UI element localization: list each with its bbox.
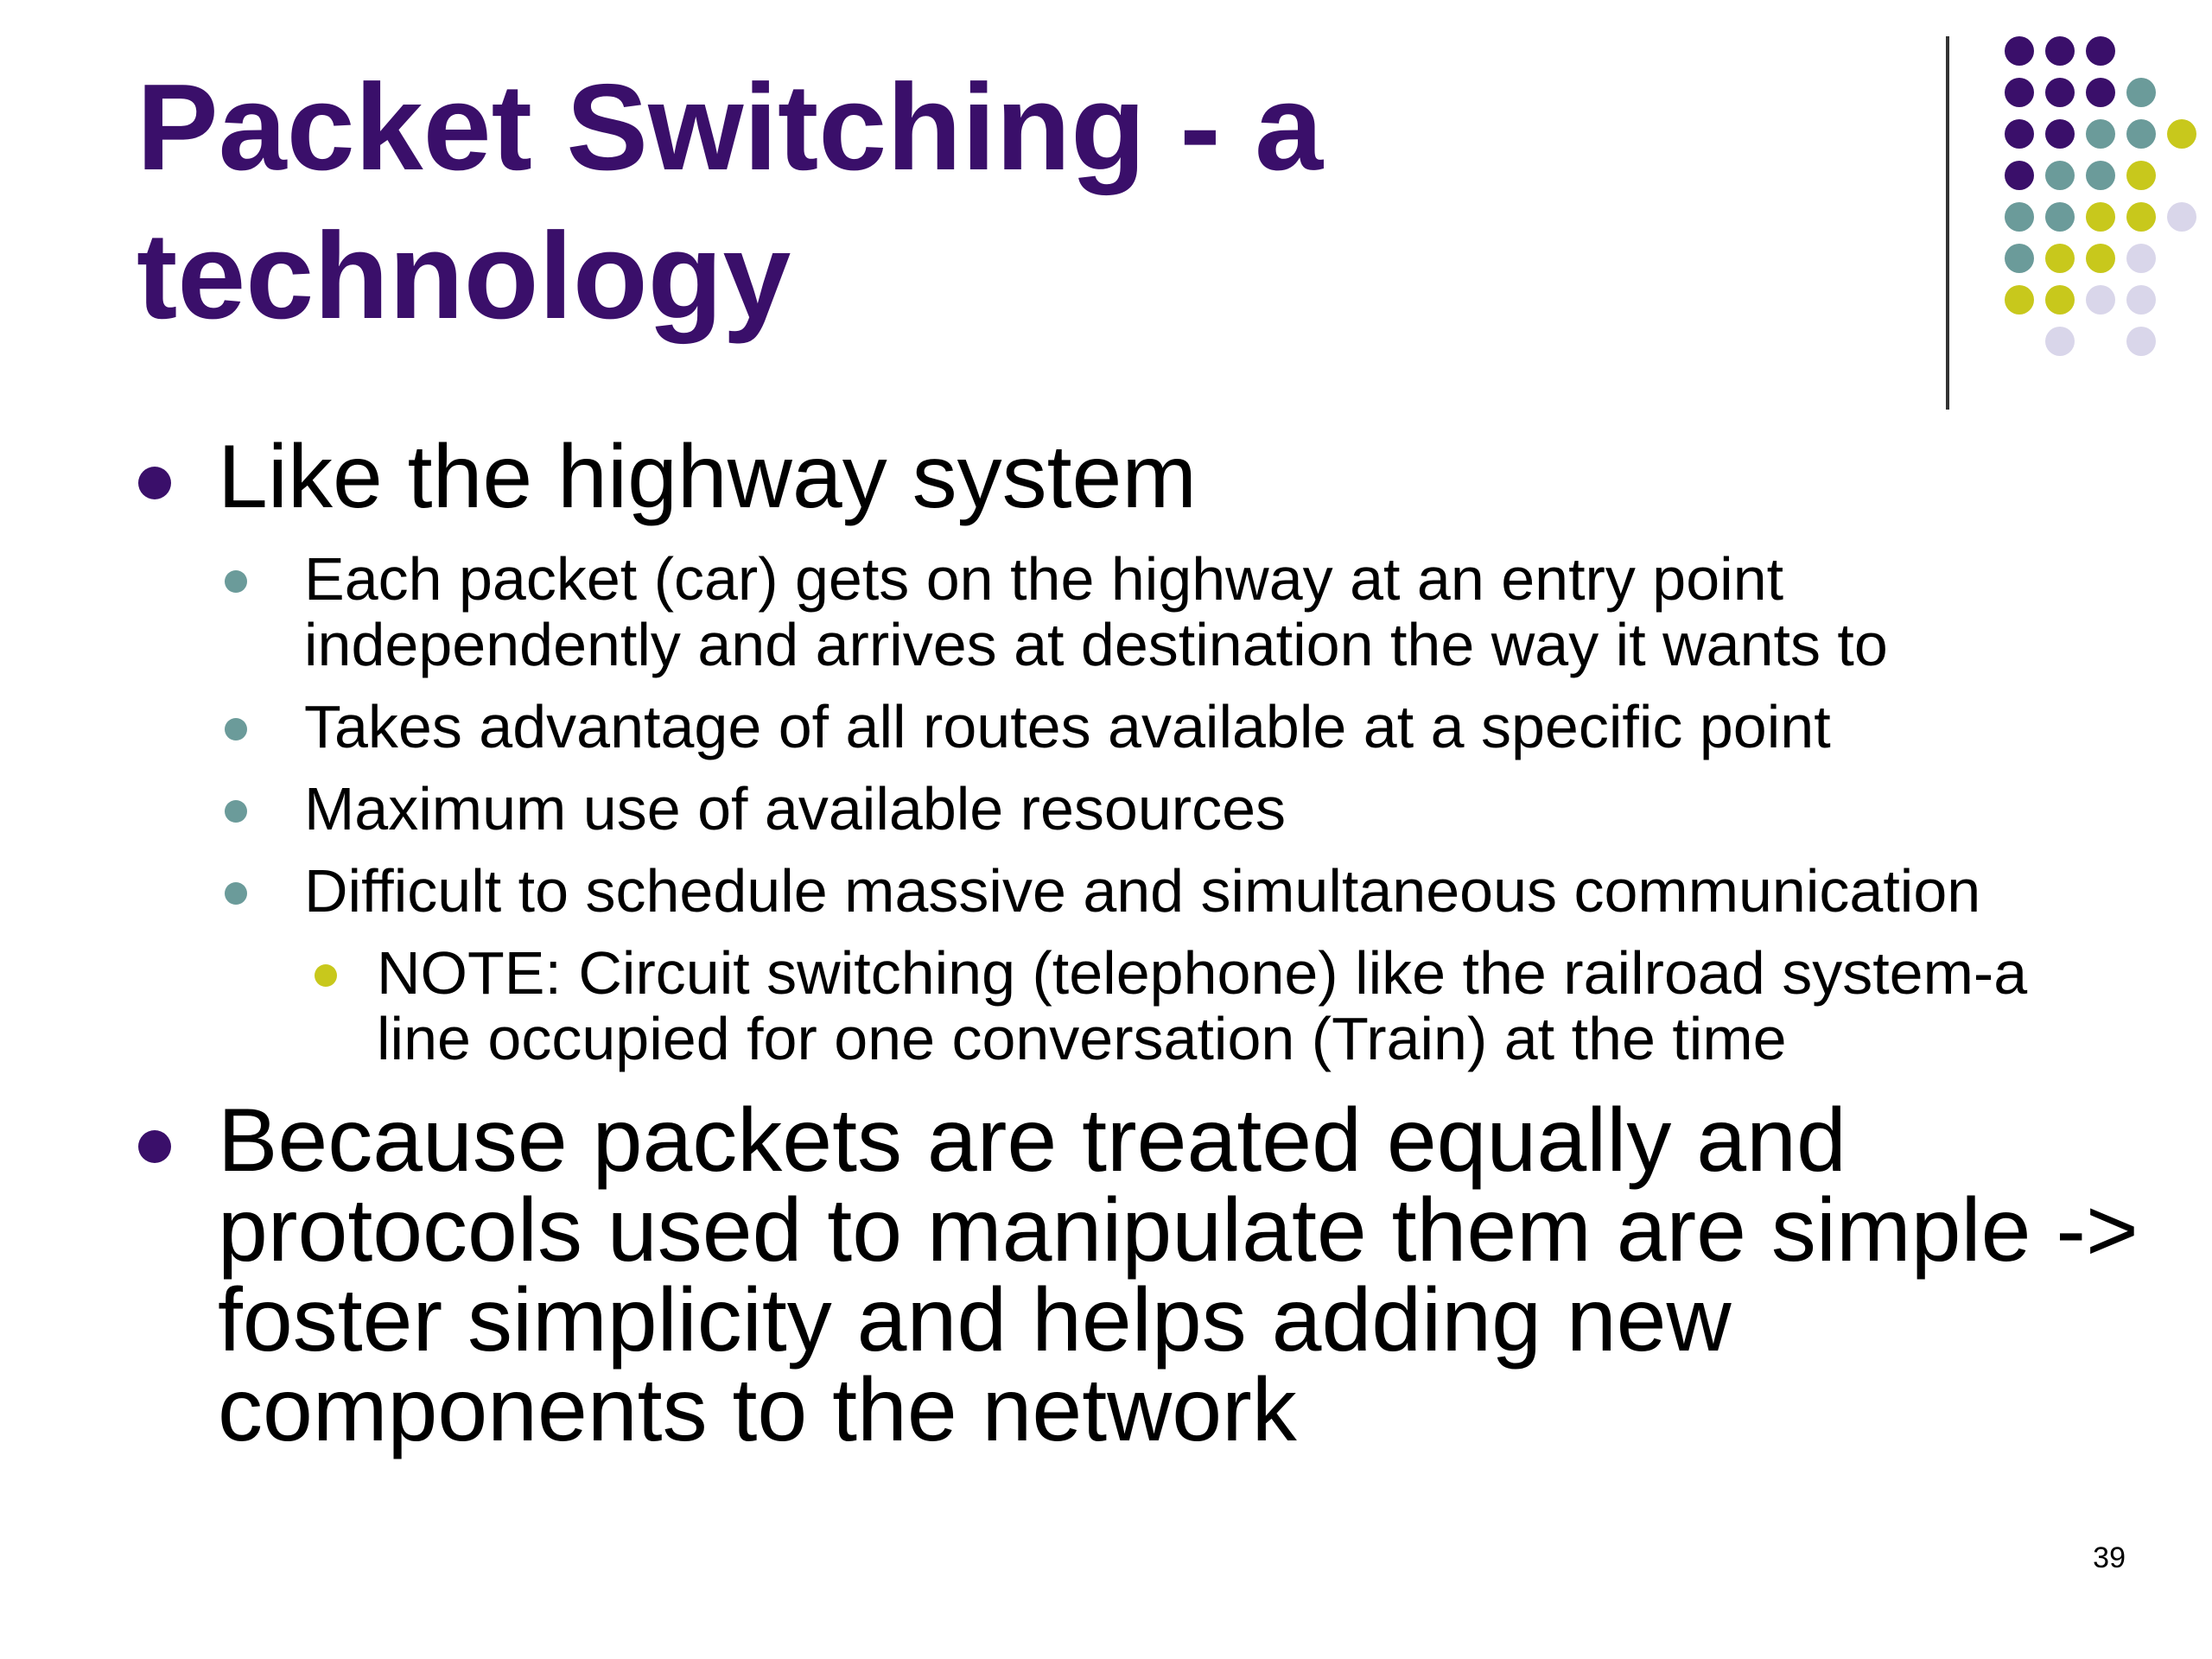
- bullet-dot-icon: [138, 1130, 171, 1163]
- decorative-dot-icon: [2005, 36, 2034, 66]
- bullet-text: Each packet (car) gets on the highway at an entry point independently and arrives at destination the way it wants to: [304, 545, 1888, 678]
- decorative-dot-icon: [2005, 161, 2034, 190]
- bullet-dot-icon: [225, 800, 247, 823]
- bullet-item: [218, 1090, 2145, 1460]
- decorative-dot-icon: [2045, 244, 2075, 273]
- decorative-dot-icon: [2005, 202, 2034, 232]
- page-number: 39: [2093, 1541, 2126, 1574]
- bullet-dot-icon: [225, 882, 247, 905]
- decorative-dot-icon: [2086, 244, 2115, 273]
- decorative-dot-icon: [2005, 244, 2034, 273]
- decorative-dot-icon: [2005, 285, 2034, 315]
- decorative-dot-icon: [2126, 78, 2156, 107]
- decorative-dot-grid: [0, 0, 2212, 415]
- decorative-dot-icon: [2045, 36, 2075, 66]
- decorative-dot-icon: [2045, 285, 2075, 315]
- decorative-dot-icon: [2086, 285, 2115, 315]
- decorative-dot-icon: [2045, 119, 2075, 149]
- bullet-dot-icon: [138, 467, 171, 499]
- bullet-text: Like the highway system: [218, 427, 1197, 527]
- decorative-dot-icon: [2086, 202, 2115, 232]
- bullet-text: Difficult to schedule massive and simultaneous communication: [304, 857, 1981, 925]
- bullet-item: [218, 427, 2119, 527]
- decorative-dot-icon: [2086, 36, 2115, 66]
- decorative-dot-icon: [2126, 161, 2156, 190]
- bullet-dot-icon: [225, 718, 247, 741]
- decorative-dot-icon: [2126, 202, 2156, 232]
- slide-title-line-2: technology: [137, 207, 791, 345]
- bullet-item: [377, 940, 2105, 1071]
- decorative-dot-icon: [2167, 119, 2196, 149]
- bullet-dot-icon: [315, 964, 337, 987]
- decorative-dot-icon: [2005, 119, 2034, 149]
- decorative-dot-icon: [2045, 161, 2075, 190]
- bullet-item: [304, 858, 2188, 924]
- decorative-dot-icon: [2086, 161, 2115, 190]
- slide-title-line-1: Packet Switching - a: [137, 59, 1324, 196]
- decorative-dot-icon: [2086, 119, 2115, 149]
- decorative-dot-icon: [2045, 202, 2075, 232]
- bullet-item: [304, 694, 2162, 760]
- decorative-dot-icon: [2167, 202, 2196, 232]
- decorative-dot-icon: [2045, 327, 2075, 356]
- bullet-text: Because packets are treated equally and protocols used to manipulate them are simple -> foster simplicity and helps adding new components to the network: [218, 1090, 2139, 1460]
- bullet-text: NOTE: Circuit switching (telephone) like the railroad system-a line occupied for one conversation (Train) at the time: [377, 939, 2028, 1072]
- bullet-item: [304, 546, 1989, 677]
- decorative-dot-icon: [2126, 244, 2156, 273]
- bullet-item: [304, 776, 2162, 842]
- bullet-text: Takes advantage of all routes available at a specific point: [304, 693, 1831, 760]
- bullet-text: Maximum use of available resources: [304, 775, 1287, 842]
- decorative-dot-icon: [2045, 78, 2075, 107]
- decorative-dot-icon: [2086, 78, 2115, 107]
- bullet-dot-icon: [225, 570, 247, 593]
- decorative-dot-icon: [2126, 119, 2156, 149]
- decorative-dot-icon: [2126, 327, 2156, 356]
- decorative-dot-icon: [2126, 285, 2156, 315]
- decorative-dot-icon: [2005, 78, 2034, 107]
